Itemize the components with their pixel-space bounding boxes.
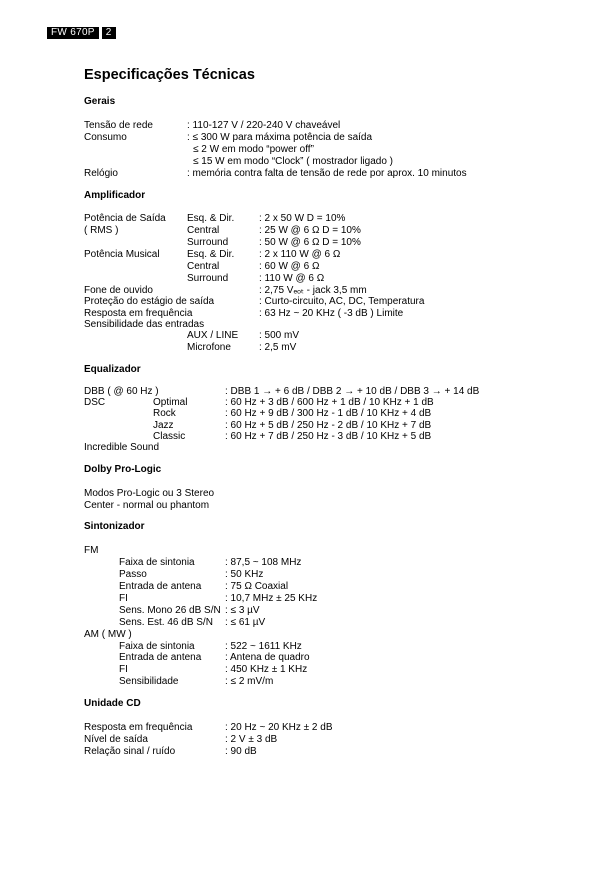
dolby-line: Modos Pro-Logic ou 3 Stereo: [84, 488, 215, 499]
spec-sublabel: Optimal: [153, 397, 188, 408]
spec-value: : 50 KHz: [225, 569, 264, 580]
section-heading-dolby: Dolby Pro-Logic: [84, 464, 162, 475]
model-label: FW 670P: [47, 27, 99, 39]
spec-value: : 450 KHz ± 1 KHz: [225, 664, 308, 675]
spec-value: : 75 Ω Coaxial: [225, 581, 289, 592]
spec-label: Passo: [119, 569, 147, 580]
spec-label: Potência Musical: [84, 249, 160, 260]
spec-value: : 110 W @ 6 Ω: [259, 273, 325, 284]
spec-label: DBB ( @ 60 Hz ): [84, 386, 159, 397]
spec-label: FI: [119, 593, 128, 604]
spec-sublabel: Surround: [187, 237, 229, 248]
page-header: [47, 27, 116, 39]
spec-label: Faixa de sintonia: [119, 557, 195, 568]
spec-label: Sensibilidade: [119, 676, 179, 687]
spec-value: : 87,5 ~ 108 MHz: [225, 557, 302, 568]
spec-value: : DBB 1 → + 6 dB / DBB 2 → + 10 dB / DBB 3 → + 14 dB: [225, 386, 480, 397]
spec-sublabel: AUX / LINE: [187, 330, 239, 341]
spec-value: : 60 W @ 6 Ω: [259, 261, 320, 272]
section-heading-gerais: Gerais: [84, 96, 116, 107]
spec-value: : 90 dB: [225, 746, 257, 757]
spec-label: Relação sinal / ruído: [84, 746, 176, 757]
spec-label: Relógio: [84, 168, 118, 179]
spec-value: : 522 ~ 1611 KHz: [225, 641, 302, 652]
spec-value: : 60 Hz + 3 dB / 600 Hz + 1 dB / 10 KHz + 1 dB: [225, 397, 434, 408]
spec-label: FI: [119, 664, 128, 675]
spec-value: : memória contra falta de tensão de rede por aprox. 10 minutos: [187, 168, 467, 179]
spec-value: : 2,75 Vₑₒₜ - jack 3,5 mm: [259, 285, 367, 296]
spec-sublabel: Classic: [153, 431, 186, 442]
spec-sublabel: Jazz: [153, 420, 174, 431]
spec-label: Sens. Mono 26 dB S/N: [119, 605, 221, 616]
spec-label: Sens. Est. 46 dB S/N: [119, 617, 213, 628]
spec-sublabel: Esq. & Dir.: [187, 249, 235, 260]
spec-label: Consumo: [84, 132, 127, 143]
spec-sublabel: Central: [187, 261, 220, 272]
spec-value: : 60 Hz + 7 dB / 250 Hz - 3 dB / 10 KHz + 5 dB: [225, 431, 432, 442]
spec-label: Faixa de sintonia: [119, 641, 195, 652]
spec-value: : ≤ 61 µV: [225, 617, 266, 628]
spec-value: : ≤ 3 µV: [225, 605, 260, 616]
spec-label: Fone de ouvido: [84, 285, 153, 296]
spec-label: Entrada de antena: [119, 652, 202, 663]
spec-value: : Curto-circuito, AC, DC, Temperatura: [259, 296, 425, 307]
section-heading-amplificador: Amplificador: [84, 190, 146, 201]
page-number: 2: [102, 27, 116, 39]
dolby-line: Center - normal ou phantom: [84, 500, 210, 511]
section-heading-sintonizador: Sintonizador: [84, 521, 145, 532]
spec-label: Nível de saída: [84, 734, 148, 745]
spec-value: : 20 Hz ~ 20 KHz ± 2 dB: [225, 722, 333, 733]
spec-value: ≤ 2 W em modo “power off”: [193, 144, 314, 155]
spec-label: Incredible Sound: [84, 442, 160, 453]
spec-label: Potência de Saída: [84, 213, 166, 224]
spec-sublabel: Central: [187, 225, 220, 236]
spec-value: : 2 x 110 W @ 6 Ω: [259, 249, 341, 260]
spec-label: Tensão de rede: [84, 120, 153, 131]
spec-sublabel: Rock: [153, 408, 176, 419]
spec-value: : 50 W @ 6 Ω D = 10%: [259, 237, 361, 248]
spec-value: : 2,5 mV: [259, 342, 297, 353]
spec-value: : 25 W @ 6 Ω D = 10%: [259, 225, 361, 236]
spec-value: : 110-127 V / 220-240 V chaveável: [187, 120, 341, 131]
spec-value: : 60 Hz + 9 dB / 300 Hz - 1 dB / 10 KHz + 4 dB: [225, 408, 432, 419]
am-label: AM ( MW ): [84, 629, 132, 640]
spec-value: : Antena de quadro: [225, 652, 310, 663]
spec-value: : 60 Hz + 5 dB / 250 Hz - 2 dB / 10 KHz + 7 dB: [225, 420, 432, 431]
section-heading-equalizador: Equalizador: [84, 364, 141, 375]
spec-label: Proteção do estágio de saída: [84, 296, 215, 307]
spec-value: : 500 mV: [259, 330, 300, 341]
spec-value: : 63 Hz ~ 20 KHz ( -3 dB ) Limite: [259, 308, 404, 319]
section-heading-cd: Unidade CD: [84, 698, 141, 709]
page-title: Especificações Técnicas: [84, 67, 255, 83]
spec-label: Sensibilidade das entradas: [84, 319, 205, 330]
spec-label: Resposta em frequência: [84, 308, 193, 319]
spec-value: : 2 x 50 W D = 10%: [259, 213, 346, 224]
spec-value: : 10,7 MHz ± 25 KHz: [225, 593, 318, 604]
spec-label: ( RMS ): [84, 225, 119, 236]
spec-value: : ≤ 2 mV/m: [225, 676, 274, 687]
fm-label: FM: [84, 545, 99, 556]
spec-value: ≤ 15 W em modo “Clock” ( mostrador ligado ): [193, 156, 393, 167]
spec-label: DSC: [84, 397, 106, 408]
spec-value: : ≤ 300 W para máxima potência de saída: [187, 132, 373, 143]
spec-label: Resposta em frequência: [84, 722, 193, 733]
spec-sublabel: Microfone: [187, 342, 231, 353]
spec-value: : 2 V ± 3 dB: [225, 734, 278, 745]
spec-sublabel: Esq. & Dir.: [187, 213, 235, 224]
spec-sublabel: Surround: [187, 273, 229, 284]
spec-label: Entrada de antena: [119, 581, 202, 592]
